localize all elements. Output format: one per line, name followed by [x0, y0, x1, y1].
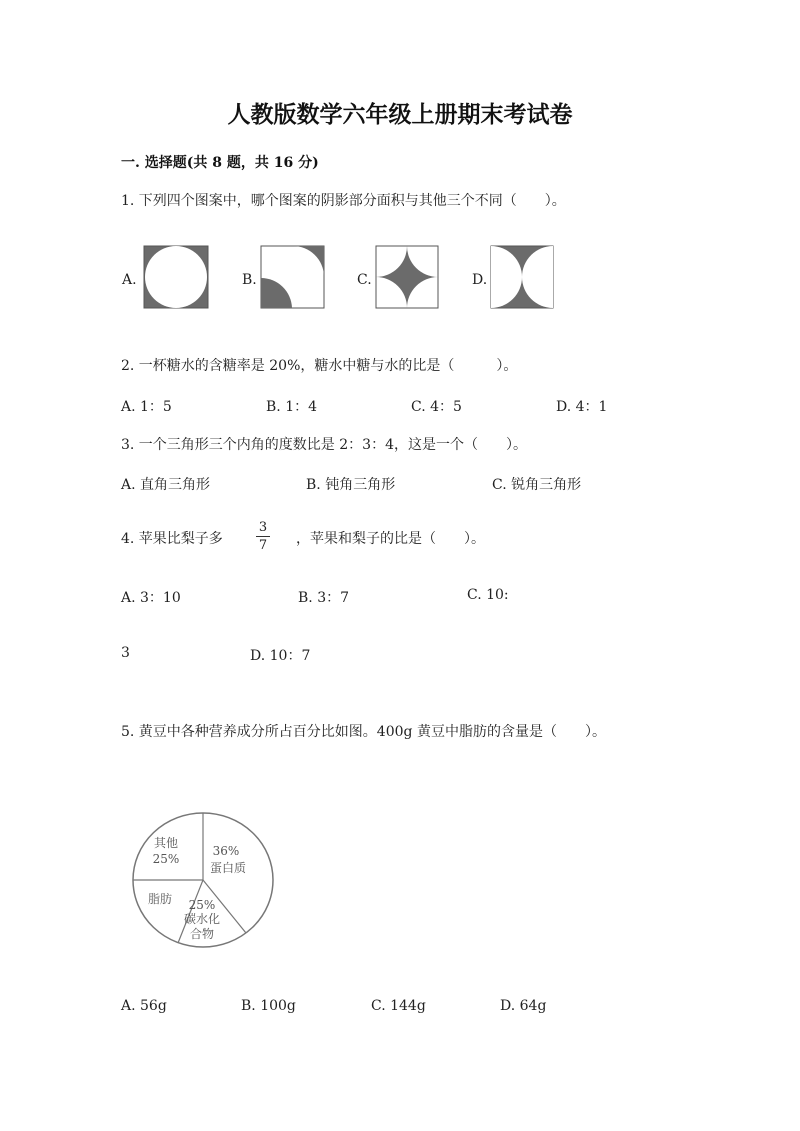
q5-option-d: D. 64g — [500, 998, 547, 1014]
nutrient-pie-chart — [130, 810, 282, 952]
pie-label-carb-name-1: 碳水化 — [183, 912, 221, 926]
q3-option-c: C. 锐角三角形 — [492, 477, 582, 493]
q2-option-c: C. 4：5 — [411, 399, 462, 415]
page-title: 人教版数学六年级上册期末考试卷 — [227, 101, 573, 128]
pie-label-protein-name: 蛋白质 — [209, 861, 247, 875]
q1-label-b: B. — [242, 272, 257, 288]
q2-option-b: B. 1：4 — [266, 399, 318, 415]
question-1-text: 1. 下列四个图案中，哪个图案的阴影部分面积与其他三个不同（ ）。 — [121, 193, 566, 209]
q4-option-b: B. 3：7 — [298, 590, 350, 606]
q2-option-d: D. 4：1 — [556, 399, 608, 415]
question-4-prefix: 4. 苹果比梨子多 — [121, 531, 223, 547]
fraction-bar — [256, 536, 270, 537]
q1-label-c: C. — [357, 272, 372, 288]
question-4-suffix: ，苹果和梨子的比是（ ）。 — [296, 531, 485, 547]
q5-option-b: B. 100g — [241, 998, 296, 1014]
q1-figure-c — [375, 245, 439, 309]
pie-label-other-pct: 25% — [152, 852, 180, 866]
pie-label-fat-name: 脂肪 — [147, 892, 173, 906]
section-heading: 一. 选择题(共 8 题，共 16 分) — [121, 155, 319, 171]
pie-label-protein-pct: 36% — [212, 844, 240, 858]
q3-option-b: B. 钝角三角形 — [306, 477, 396, 493]
q5-option-a: A. 56g — [121, 998, 167, 1014]
q5-option-c: C. 144g — [371, 998, 426, 1014]
q4-option-d: D. 10：7 — [250, 648, 311, 664]
q1-label-a: A. — [122, 272, 137, 288]
fraction-three-sevenths — [256, 521, 270, 552]
q1-figure-a — [143, 245, 209, 309]
fraction-denominator: 7 — [258, 538, 268, 553]
pie-label-carb-pct: 25% — [188, 898, 216, 912]
q3-option-a: A. 直角三角形 — [121, 477, 211, 493]
q2-option-a: A. 1：5 — [121, 399, 172, 415]
q1-label-d: D. — [472, 272, 488, 288]
question-5-text: 5. 黄豆中各种营养成分所占百分比如图。400g 黄豆中脂肪的含量是（ ）。 — [121, 724, 606, 740]
q4-option-c-continued: 3 — [121, 645, 130, 661]
q4-option-a: A. 3：10 — [121, 590, 181, 606]
question-2-text: 2. 一杯糖水的含糖率是 20%，糖水中糖与水的比是（ ）。 — [121, 358, 518, 374]
q4-option-c: C. 10: — [467, 587, 509, 603]
q1-figure-d — [490, 245, 554, 309]
question-3-text: 3. 一个三角形三个内角的度数比是 2：3：4，这是一个（ ）。 — [121, 437, 527, 453]
pie-label-carb-name-2: 合物 — [189, 927, 215, 941]
q1-figure-b — [260, 245, 325, 309]
fraction-numerator: 3 — [258, 520, 268, 535]
pie-label-other-name: 其他 — [153, 836, 179, 850]
